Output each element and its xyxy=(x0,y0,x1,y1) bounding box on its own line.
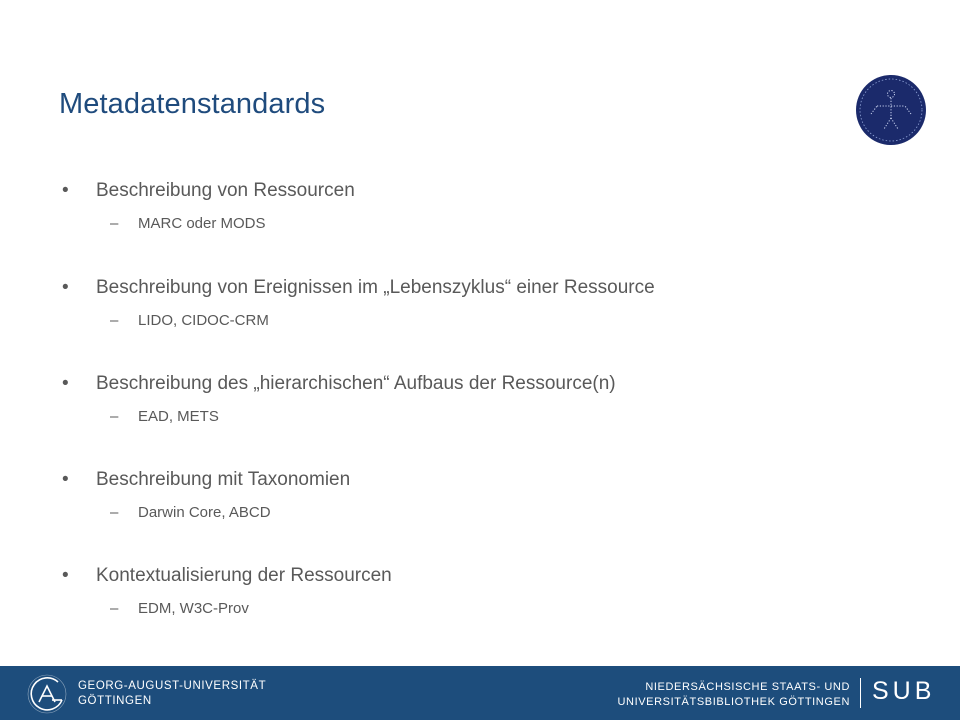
dash-marker: – xyxy=(110,312,119,329)
dash-marker: – xyxy=(110,215,119,232)
bullet-marker: • xyxy=(62,180,69,201)
dash-marker: – xyxy=(110,408,119,425)
bullet-marker: • xyxy=(62,277,69,298)
bullet-marker: • xyxy=(62,373,69,394)
sub-list-item-text: LIDO, CIDOC-CRM xyxy=(138,312,269,329)
list-item-text: Beschreibung von Ereignissen im „Lebenszyklus“ einer Ressource xyxy=(96,277,655,298)
university-name xyxy=(78,679,266,709)
list-item-text: Beschreibung des „hierarchischen“ Aufbaus der Ressource(n) xyxy=(96,373,616,394)
bullet-marker: • xyxy=(62,469,69,490)
dash-marker: – xyxy=(110,600,119,617)
sub-list-item-text: MARC oder MODS xyxy=(138,215,266,232)
list-item-text: Beschreibung mit Taxonomien xyxy=(96,469,351,490)
footer-divider xyxy=(860,678,861,708)
university-name-line2: GÖTTINGEN xyxy=(78,695,152,707)
dash-marker: – xyxy=(110,504,119,521)
seal-icon xyxy=(855,74,927,146)
sub-list-item-text: EDM, W3C-Prov xyxy=(138,600,249,617)
slide-title: Metadatenstandards xyxy=(59,88,326,120)
university-name-line1: GEORG-AUGUST-UNIVERSITÄT xyxy=(78,680,267,692)
library-name-line2: UNIVERSITÄTSBIBLIOTHEK GÖTTINGEN xyxy=(617,696,850,708)
library-name-line1: NIEDERSÄCHSISCHE STAATS- UND xyxy=(645,681,850,693)
sub-list-item-text: Darwin Core, ABCD xyxy=(138,504,271,521)
university-logo-icon xyxy=(24,674,70,716)
list-item-text: Kontextualisierung der Ressourcen xyxy=(96,565,392,586)
bullet-marker: • xyxy=(62,565,69,586)
sub-list-item-text: EAD, METS xyxy=(138,408,219,425)
sub-logo: SUB xyxy=(872,677,936,705)
library-name xyxy=(617,680,850,710)
footer-bar xyxy=(0,666,960,720)
list-item-text: Beschreibung von Ressourcen xyxy=(96,180,355,201)
